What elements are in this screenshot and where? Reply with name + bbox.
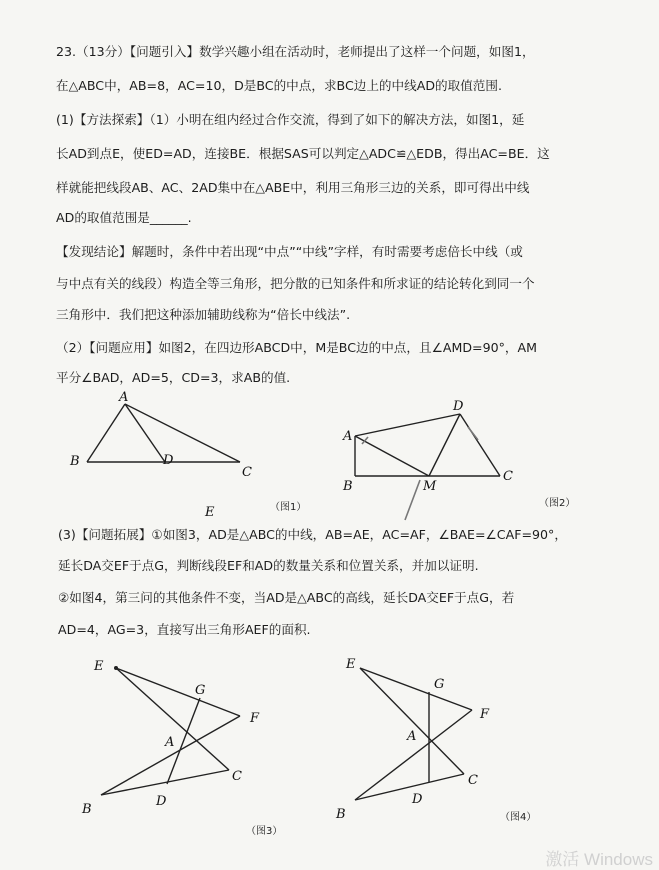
application-line-1: （2）【问题应用】如图2，在四边形ABCD中，M是BC边的中点，且∠AMD=90°，AM xyxy=(56,340,537,355)
fig3-label-a: A xyxy=(165,735,175,750)
problem-line-1: 23.（13分）【问题引入】数学兴趣小组在活动时，老师提出了这样一个问题，如图1， xyxy=(56,44,535,59)
fig2-label-c: C xyxy=(503,469,513,484)
fig4-label-e: E xyxy=(346,657,356,672)
fig3-caption: （图3） xyxy=(246,826,283,837)
fig3-label-d: D xyxy=(156,794,167,809)
extension-line-2: 延长DA交EF于点G，判断线段EF和AD的数量关系和位置关系，并加以证明. xyxy=(58,558,479,573)
fig2-label-d: D xyxy=(453,399,464,414)
fig3-label-f: F xyxy=(250,711,260,726)
extension-line-3: ②如图4，第三问的其他条件不变，当AD是△ABC的高线，延长DA交EF于点G，若 xyxy=(58,590,515,605)
extension-line-1: (3)【问题拓展】①如图3，AD是△ABC的中线，AB=AE，AC=AF，∠BAE=∠CAF=90°， xyxy=(58,527,567,542)
fig3-label-b: B xyxy=(82,802,92,817)
fig4-label-d: D xyxy=(412,792,423,807)
windows-activation-watermark: 激活 Windows xyxy=(545,850,653,869)
fig4-label-g: G xyxy=(434,677,445,692)
method-line-1: (1)【方法探索】（1）小明在组内经过合作交流，得到了如下的解决方法，如图1，延 xyxy=(56,112,525,127)
problem-line-2: 在△ABC中，AB=8，AC=10，D是BC的中点，求BC边上的中线AD的取值范围. xyxy=(56,78,503,93)
fig1-label-a: A xyxy=(119,390,129,405)
fig1-label-e: E xyxy=(205,505,215,520)
fig4-label-b: B xyxy=(336,807,346,822)
fig4-label-c: C xyxy=(468,773,478,788)
fig2-label-a: A xyxy=(343,429,353,444)
fig3-label-c: C xyxy=(232,769,242,784)
fig4-caption: （图4） xyxy=(500,812,537,823)
fig3-label-e: E xyxy=(94,659,104,674)
fig2-label-m: M xyxy=(423,479,437,494)
fig4-label-f: F xyxy=(480,707,490,722)
fig4-label-a: A xyxy=(407,729,417,744)
conclusion-line-3: 三角形中．我们把这种添加辅助线称为“倍长中线法”. xyxy=(56,307,351,322)
conclusion-line-2: 与中点有关的线段）构造全等三角形，把分散的已知条件和所求证的结论转化到同一个 xyxy=(56,276,535,291)
method-line-3: 样就能把线段AB、AC、2AD集中在△ABE中，利用三角形三边的关系，即可得出中线 xyxy=(56,180,530,195)
extension-line-4: AD=4，AG=3，直接写出三角形AEF的面积. xyxy=(58,622,311,637)
method-line-4: AD的取值范围是______. xyxy=(56,210,192,225)
fig1-label-c: C xyxy=(242,465,252,480)
fig1-caption: （图1） xyxy=(270,502,307,513)
method-line-2: 长AD到点E，使ED=AD，连接BE．根据SAS可以判定△ADC≌△EDB，得出AC=BE．这 xyxy=(56,146,550,161)
fig1-label-b: B xyxy=(70,454,80,469)
fig2-label-b: B xyxy=(343,479,353,494)
conclusion-line-1: 【发现结论】解题时，条件中若出现“中点”“中线”字样，有时需要考虑倍长中线（或 xyxy=(56,244,523,259)
fig3-label-g: G xyxy=(195,683,206,698)
application-line-2: 平分∠BAD，AD=5，CD=3，求AB的值. xyxy=(56,370,291,385)
fig2-caption: （图2） xyxy=(539,498,576,509)
fig1-label-d: D xyxy=(163,453,174,468)
